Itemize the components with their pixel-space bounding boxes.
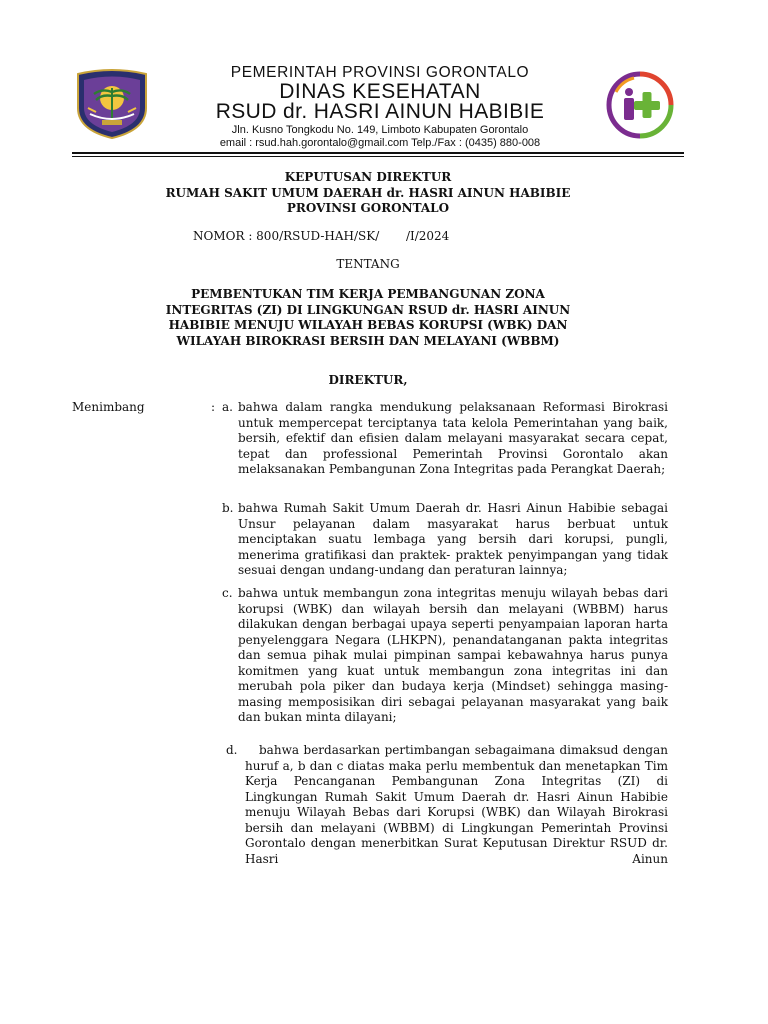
letterhead-agency: DINAS KESEHATAN	[279, 80, 481, 103]
menimbang-item-d-text: bahwa berdasarkan pertimbangan sebagaimana dimaksud dengan huruf a, b dan c diatas maka perlu membentuk dan menetapkan Tim Kerja Pencanganan Pembangunan Zona Integritas (ZI) di Lingkungan Rumah Sakit Umum Daerah dr. Hasri Ainun Habibie menuju Wilayah Bebas dari Korupsi (WBK) dan Wilayah Birokrasi bersih dan melayani (WBBM) di Lingkungan Pemerintah Provinsi Gorontalo dengan menerbitkan Surat Keputusan Direktur RSUD dr. Hasri Ainun	[245, 743, 668, 866]
menimbang-item-d	[245, 743, 668, 867]
decree-title-line: INTEGRITAS (ZI) DI LINGKUNGAN RSUD dr. HASRI AINUN	[165, 302, 571, 317]
letterhead-province: PEMERINTAH PROVINSI GORONTALO	[230, 64, 530, 81]
menimbang-item-c: bahwa untuk membangun zona integritas menuju wilayah bebas dari korupsi (WBK) dan wilayah bersih dan melayani (WBBM) harus dilakukan dengan berbagai upaya seperti penyampaian laporan harta penyelenggara Negara (LHKPN), penandatanganan pakta integritas dan semua pihak mulai pimpinan sampai kebawahnya harus punya komitmen yang kuat untuk membangun zona integritas ini dan merubah pola piker dan budaya kerja (Mindset) sehingga masing-masing memposisikan diri sebagai pelayanan masyarakat yang baik dan bukan minta dilayani;	[238, 586, 668, 724]
hospital-logo-icon	[604, 70, 676, 140]
letterhead-divider	[72, 152, 684, 154]
letterhead-contact: email : rsud.hah.gorontalo@gmail.com Telp./Fax : (0435) 880-008	[219, 137, 541, 149]
decree-heading-line: KEPUTUSAN DIREKTUR	[284, 170, 452, 184]
decree-title	[100, 287, 636, 349]
decree-heading-line: RUMAH SAKIT UMUM DAERAH dr. HASRI AINUN HABIBIE	[165, 185, 571, 200]
item-letter: d.	[226, 743, 238, 757]
item-letter: b.	[222, 501, 234, 515]
decree-number: NOMOR : 800/RSUD-HAH/SK/ /I/2024	[193, 229, 450, 243]
menimbang-label: Menimbang	[72, 400, 145, 414]
decree-heading	[100, 170, 636, 217]
item-letter: c.	[222, 586, 233, 600]
decree-title-line: PEMBENTUKAN TIM KERJA PEMBANGUNAN ZONA	[191, 287, 545, 301]
decree-heading-line: PROVINSI GORONTALO	[286, 201, 450, 215]
provincial-crest-icon	[72, 68, 152, 140]
decree-title-line: HABIBIE MENUJU WILAYAH BEBAS KORUPSI (WBK) DAN	[168, 318, 568, 332]
tentang-label: TENTANG	[336, 257, 400, 271]
letterhead-address: Jln. Kusno Tongkodu No. 149, Limboto Kabupaten Gorontalo	[231, 124, 529, 136]
menimbang-colon: :	[211, 400, 216, 414]
decree-title-line: WILAYAH BIROKRASI BERSIH DAN MELAYANI (WBBM)	[176, 333, 560, 348]
menimbang-item-a: bahwa dalam rangka mendukung pelaksanaan Reformasi Birokrasi untuk mempercepat terciptanya tata kelola Pemerintahan yang baik, bersih, efektif dan efisien dalam melayani masyarakat secara cepat, tepat dan professional Pemerintah Provinsi Gorontalo akan melaksanakan Pembangunan Zona Integritas pada Perangkat Daerah;	[238, 400, 668, 476]
signer-heading: DIREKTUR,	[328, 373, 408, 387]
menimbang-item-b: bahwa Rumah Sakit Umum Daerah dr. Hasri Ainun Habibie sebagai Unsur pelayanan dalam masyarakat harus berbuat untuk menciptakan suatu lembaga yang bersih dari korupsi, pungli, menerima gratifikasi dan praktek- praktek penyimpangan yang tidak sesuai dengan undang-undang dan peraturan lainnya;	[238, 501, 668, 577]
item-letter: a.	[222, 400, 233, 414]
letterhead-hospital: RSUD dr. HASRI AINUN HABIBIE	[215, 100, 545, 123]
letterhead-divider-thin	[72, 156, 684, 157]
